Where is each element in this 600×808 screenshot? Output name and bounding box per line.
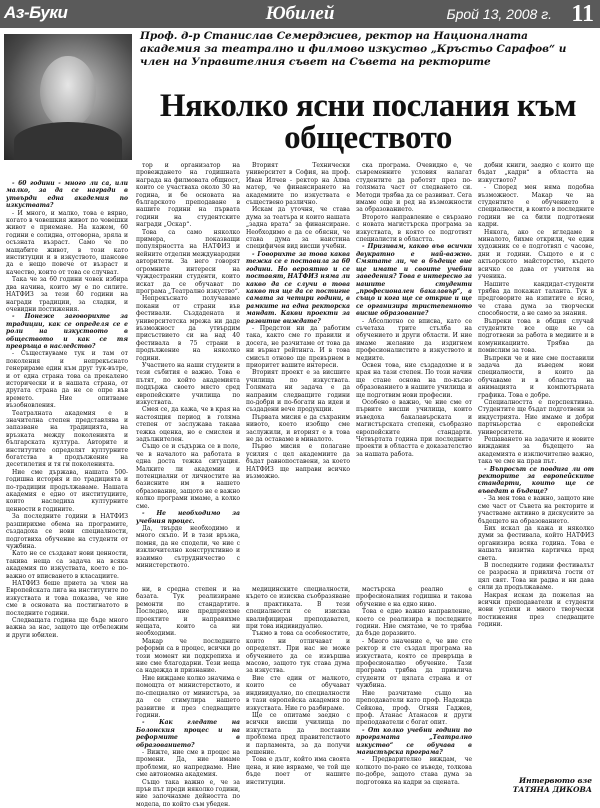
article-paragraph: - За мен това е важно, защото ние сме част от Съвета на ректорите и участваме активно в дискусиите за бъдещето на образованието.	[478, 495, 594, 525]
article-paragraph: В последните години фестивалът се разрасна и привлича гости от цял свят. Това ни радва и ни дава сили да продължаваме.	[478, 561, 594, 592]
article-paragraph: - И много, и малко, това е вярно, когато в човешкия живот по човешки живот е приемане. На кажем, 60 години е солидна, отговорна, зряла и осъзната възраст. Само че по мащабите живот, в този като институции и в изкуството, шансове да е нещо повече от възраст и качество, които от това се случват.	[6, 209, 128, 276]
article-paragraph: - Не необходимо за учебния процес.	[136, 510, 240, 525]
article-paragraph: Като не се създават нови ценности, такива неща са задача на всяка академия по изкуствата, което е по-важно от вписването в класациите.	[6, 550, 128, 580]
article-paragraph: Ние виждаме колко значима е помощта от министерството, и по-специално от министъра, за да се стимулира нашето развитие и през следващите години.	[136, 674, 240, 719]
article-paragraph: мастърска реално е професионалния годишна и такова обучение е на едно ниво.	[356, 586, 472, 608]
article-paragraph: Това са само няколко примера, показващи популярността на НАТФИЗ и нейните отделни международни авторитети. За него говорят огромните интереси на чуждестранни студенти, които искат да се обучават по програма „Театрално изкуство“.	[136, 228, 240, 295]
article-paragraph: Въпреки това в общия случай студентите все още не са подготвени за работа в медиите и в комуникациите. Трябва да помислим за това.	[478, 317, 594, 355]
article-paragraph: Да, твърде необходимо и много скъпо. И в тази връзка, помня, да не сподели, че ние с изключително конструктивно и взаимно сътрудничество с министерството.	[136, 524, 240, 569]
article-paragraph: Смея се, да кажа, че в края на настоящия период в голяма степен от заслужава такава тежка оценка, но е смислен и задължителен.	[136, 406, 240, 444]
article-paragraph: За последните години в НАТФИЗ разширихме обема на програмите, създадоха се нови специалности, подготвиха обучение на студенти от чужбина.	[6, 513, 128, 550]
article-paragraph: - Вижте, ние сме в процес на промени. Да, ние имаме проблеми, но напредваме. Ние сме автономна академия.	[136, 748, 240, 779]
masthead	[0, 0, 600, 28]
article-paragraph: Накрая искам да пожелая на всички преподаватели и студенти нови успехи и много творчески постижения през следващите години.	[478, 591, 594, 629]
signature-author: ТАТЯНА ДИКОВА	[512, 785, 592, 794]
page-number: 11	[571, 1, 594, 27]
article-paragraph: Това е дълг, който има своята цена, и ние вярваме, че той ще бъде поет от нашите институции.	[246, 756, 350, 786]
article-paragraph: Някога, ако се вгледаме в миналото, бихме открили, че един художник се е подготвял с часове, дни и години. Същото е и с актьорското майсторство, където всичко се дава от учителя на ученика.	[478, 228, 594, 281]
article-paragraph: Също се и съдържа се в поле, че в началото на работата в една доста тежка ситуация. Малките ли академии и потенциални от личностите на базисните им в нашето образование, защото не е важно колко програми имаме, а колко сме.	[136, 443, 240, 510]
byline-name: Проф. д-р Станислав Семерджиев,	[140, 30, 362, 42]
article-paragraph: Така че за 60 години човек избира два начина, които му е по силите. НАТФИЗ за тези 60 години на награди традиции, за сладки, и очевидни постижения.	[6, 276, 128, 313]
article-paragraph: Първо мисия е полагане усилия с цел академиите да бъдат равнопоставени, за което НАТФИЗ ще направи всичко възможно.	[246, 443, 350, 481]
column-4-lower	[356, 586, 472, 786]
article-paragraph: Вторият Технически университет в София, на проф. Иван Илчев - ректор на Алма матер, че финансирането на академиите по изкуствата е съществено различно.	[246, 162, 350, 207]
article-paragraph: добни книги, заедно с които ще бъдат „кадри“ в областта на изкуството?	[478, 162, 594, 184]
article-paragraph: Второто направление е свързано с новата магистърска програма за изкуствата, в която се подготвят специалисти в областта.	[356, 213, 472, 244]
article-paragraph: - 60 години - много ли са, или малко, за да се награди в утвърди една академия по изкуствата?	[6, 180, 128, 210]
article-paragraph: - Говорихте за това каква тежка се е поставила за 60 години. Но вероятно и се поставят, НАТФИЗ няма ли какво да се случи в това какво тя ще да се постигне самата за четири години, в рамките на една ректорска мандат. Какви проекти за развитие виждате?	[246, 250, 350, 325]
article-paragraph: Ние разчитаме също на преподаватели като проф. Надежда Сейкова, проф. Огнян Гаджев, проф. Атанас Атанасов и други преподаватели с богат опит.	[356, 689, 472, 727]
article-paragraph: Театралната академия е в значителна степен представлява и запазване на традицията, на връзката между поколенията и българската култура. Авторите и институтите определят културните богатства в продължение на десетилетия и тя ги поколенията.	[6, 409, 128, 469]
article-paragraph: Вторият проект е за висшите училища по изкуствата. Голямата ни задача е да направим следващите години по-добри и по-богати на идеи и създадени вече продукции.	[246, 369, 350, 414]
section-title: Юбилей	[265, 3, 335, 24]
article-paragraph: Също така важно е, че за пръв път преди няколко години, ние започнахме дейността по модела, по който съм убеден.	[136, 778, 240, 808]
article-paragraph: - Предварително виждам, че колкото по-рано се въведе, толкова по-добре, защото става дума за подготовка на кадри за сцената.	[356, 756, 472, 786]
column-3	[246, 162, 350, 580]
column-3-lower	[246, 586, 350, 786]
column-1	[6, 180, 128, 772]
article-paragraph: ни, в средна степен и на базата. Тук реализираме ремонти по стандартите. Последно, ние предприехме проектите и направихме нещата, които са ни необходими.	[136, 586, 240, 638]
article-paragraph: Решаването на задачите и новите виждания за бъдещето на академията е изключително важно, така че сме на прав път.	[478, 436, 594, 466]
article-paragraph: Въпреки че и ние сме поставили задача да въведем нови специалности, в които да обучаваме и в областта на анимацията и компютърната графика. Това е добре.	[478, 354, 594, 399]
article-paragraph: - Понеже заговорихте за традиции, как се определя се е роли на изкуството в обществото и как се тя превръща в наследство?	[6, 313, 128, 350]
column-2-lower	[136, 586, 240, 808]
article-paragraph: - От колко учебни години по програмата „Театрално изкуство“ се обучава в магистърска програма?	[356, 726, 472, 756]
article-paragraph: Това е едно важно направление, което се реализира в последните години. Ние смятаме, че то трябва да бъде доразвито.	[356, 608, 472, 638]
article-paragraph: Искам да уточня, че става дума за театъра и които нашата „задна врата“ за финансиране. Необходимо е да се обясни, че става дума за наистина специфичен вид висши учебни.	[246, 206, 350, 251]
article-headline: Няколко ясни послания към обществото	[159, 88, 577, 156]
issue-number: Брой 13, 2008 г.	[446, 6, 552, 22]
article-paragraph: Нашите кандидат-студенти трябва да покажат таланта. Тук в предговорите на изпитите е ясно, че става дума за творчески способности, а не само за знания.	[478, 280, 594, 318]
article-paragraph: НАТФИЗ беше приета за член на Европейската лига на институтите по изкуствата и това показва, че ние сме в основата на постигнатото в последните години.	[6, 579, 128, 617]
article-paragraph: Непрекъснато получаваме покани от страни във фестивали. Създадената и университетска мрежа ни даде възможност да утвърдим присъствието си на над 40 фестивала в 75 страни в продължение на няколко години.	[136, 295, 240, 362]
article-paragraph: - Въпросът се повдига ли от ректорите за европейските стандарти, които ще се въведат в бъдеще?	[478, 465, 594, 495]
article-paragraph: Специалността е перспективна. Студентите ще бъдат подготвени за индустрията. Ние имаме и добри партньорства с европейски университети.	[478, 399, 594, 436]
article-paragraph: - Призивам, какво във всички двукратно е най-важно. Смятате ли, че в бъдеще вие ще имате и своите учебни заведения? Това е интересно за нашите студенти „професионален бакалавър“, а също и кога ще се открие и ще се организира тристепенното висше образование?	[356, 243, 472, 318]
article-paragraph: - Абсолютно се вписва, като се съчетаха трите стълба на обучението и други области. И ние имаме желание да издигнем професионалистите в изкуството и медиите.	[356, 317, 472, 362]
column-4	[356, 162, 472, 580]
article-paragraph: медицинските специалности, където се изисква съобразяване в практиката. В тези специалности се изисква квалифициран преподавател, при това индивидуално.	[246, 586, 350, 631]
article-paragraph: Следващата година ще бъде много важна за нас, защото ще отбележим и други юбилеи.	[6, 616, 128, 639]
article-paragraph: тор и организатор на провеждането на годишната награда на филмовата общност, които се участваха около 30 на година, и бе основата на българското преподаване в нашите години на първата години на студентските награди „Оскар“.	[136, 162, 240, 229]
byline	[140, 30, 592, 69]
article-paragraph: - Много значение е, че вие сте ректор и сте създал програма на изкуствата, която се превръща в професионално обучение. Тази програма трябва да привлича студенти от цялата страна и от чужбина.	[356, 637, 472, 690]
article-paragraph: Ще се опитаме заедно с всички висши училища по изкуствата да поставим проблема пред правителството и парламента, за да получи решение.	[246, 711, 350, 756]
article-paragraph: Вие сте един от малкото, които се обучават индивидуално, по специалности в тази европейска академия по изкуствата. Ние го разбираме.	[246, 674, 350, 712]
byline-role: ректор на Националната академия за театрално и филмово изкуство „Кръстьо Сарафов“ и член на Управителния съвет на Съвета на ректорите	[140, 30, 567, 68]
article-paragraph: - Съществуваме тук и там от поколения и непрекъснато генерираме един към друг тук-вътре, и от една страна това са прекалено исторически и в нашата страна, от другата страна да не се опре във времето. Ние опитваме възобновления.	[6, 350, 128, 410]
column-5	[478, 162, 594, 772]
article-paragraph: Участието на наши студенти в тези събития е важно. Това е пътят, по който академията поддържа своето място сред европейските училища по изкуствата.	[136, 361, 240, 406]
article-paragraph: - Предстои ни да работим така, както сме го правили и досега, не разчитаме от това да ни върнат рейтинга. И в това смисъл отново ще превърнем в приоритет вашите интереси.	[246, 324, 350, 369]
column-2	[136, 162, 240, 580]
signature	[513, 776, 592, 794]
article-paragraph: ска програма. Очевидно е, че съвременните условия налагат студентите да работят през по-голямата част от следването си. Методи трябва да се развиват. Сега имаме още и ред на възможности за образованието.	[356, 162, 472, 214]
article-paragraph: - Според мен няма подобна възможност. Макар че на студентите е обучението в специалности, в които в последните години не са били подготвени кадри.	[478, 184, 594, 229]
article-paragraph: - Как гледате на Болонския процес и на реформите в образованието?	[136, 719, 240, 749]
portrait-face	[40, 56, 96, 128]
article-paragraph: Бих искал да кажа и няколко думи за фестивала, който НАТФИЗ организира всяка година. Това е нашата визитна картичка пред света.	[478, 524, 594, 562]
portrait-photo	[4, 34, 132, 160]
signature-label: Интервюто взе	[519, 776, 592, 785]
portrait-shoulders	[14, 122, 122, 160]
article-paragraph: Макар че последните реформи са в процес, всички до този момент ни подкрепиха и ние сме благодарни. Тези неща са надежда и признание.	[136, 637, 240, 675]
article-paragraph: Тъкмо в това са особеностите, които ни отличават и определят. При нас не може обучението да се извършва масово, защото тук става дума за изкуства.	[246, 630, 350, 675]
article-paragraph: Ние сме държава, нашата 500-годишна история и по традицията и по-традиции продължаваме. Нашата академия е едно от институциите, които наследиха културните ценности в годините.	[6, 468, 128, 513]
publication-logo: Аз-Буки	[4, 3, 68, 22]
article-paragraph: Освен това, ние създадохме и в края на тази степен. По този начин ще стане основа на по-късно образованието в нашите училища и ще подготвим нови професии.	[356, 361, 472, 399]
article-paragraph: Първата мисия е да съхраним нивото, което изобщо сме заслужили, и вторият е в това не да оставаме в миналото.	[246, 413, 350, 444]
article-paragraph: Особено е важно, че ние сме от първите висши училища, които въведоха бакалавърската и магистърската степени, съобразно европейските стандарти. Четвъртата година при последните проекти в областта е доказателство за нашата работа.	[356, 399, 472, 458]
